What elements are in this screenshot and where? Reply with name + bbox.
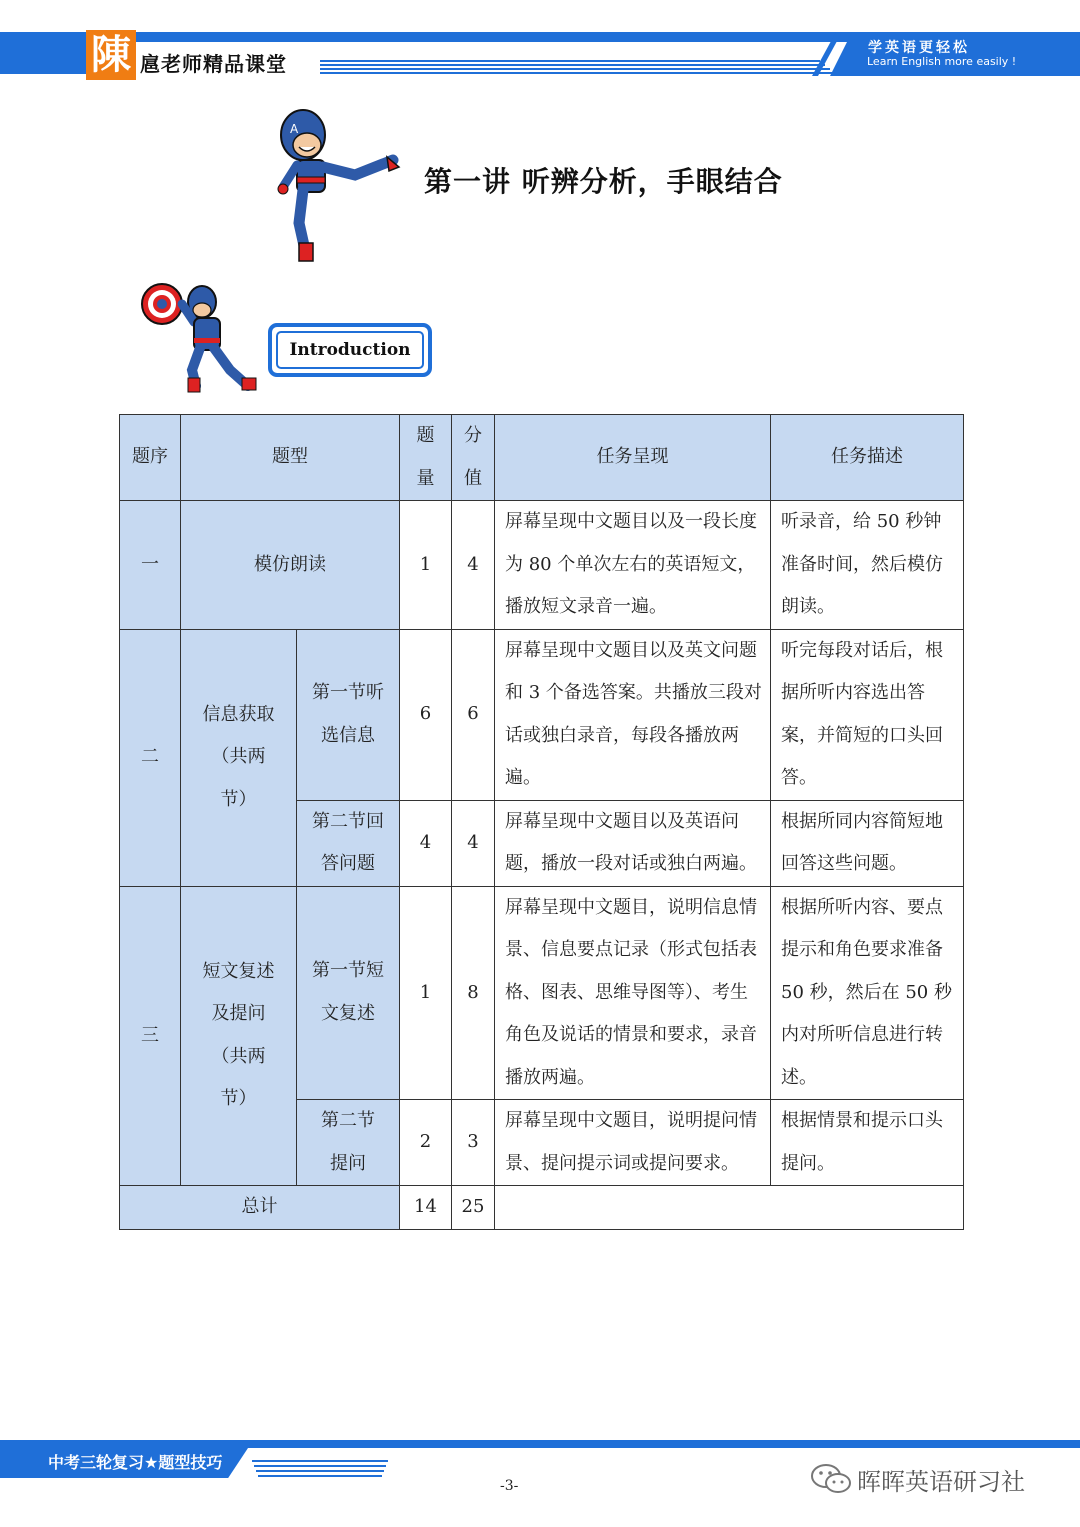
introduction-label: Introduction (276, 331, 424, 369)
row2-section1-count: 6 (400, 629, 452, 800)
shield-hero-illustration (138, 282, 268, 394)
row2-section1-name: 第一节听选信息 (297, 629, 400, 800)
row2-section2-desc: 根据所同内容简短地回答这些问题。 (771, 800, 964, 886)
row2-section2-name: 第二节回答问题 (297, 800, 400, 886)
table-row (120, 886, 964, 1100)
row3-section2-task: 屏幕呈现中文题目，说明提问情景、提问提示词或提问要求。 (495, 1100, 771, 1186)
header-bar-left (0, 42, 86, 74)
row2-section1-task: 屏幕呈现中文题目以及英文问题和 3 个备选答案。共播放三段对话或独白录音，每段各播放两遍。 (495, 629, 771, 800)
row2-section2-count: 4 (400, 800, 452, 886)
footer-stripe (258, 1475, 382, 1477)
row3-section1-task: 屏幕呈现中文题目，说明信息情景、信息要点记录（形式包括表格、图表、思维导图等）、考生角色及说话的情景和要求，录音播放两遍。 (495, 886, 771, 1100)
total-count: 14 (400, 1186, 452, 1230)
header-count: 题量 (400, 415, 452, 501)
row2-section2-score: 4 (452, 800, 495, 886)
footer-stripe (256, 1470, 384, 1472)
header-desc: 任务描述 (771, 415, 964, 501)
slogan-cn: 学英语更轻松 (868, 40, 970, 56)
row2-section2-task: 屏幕呈现中文题目以及英语问题，播放一段对话或独白两遍。 (495, 800, 771, 886)
row1-count: 1 (400, 501, 452, 630)
header-stripe (320, 68, 830, 70)
row2-type: 信息获取（共两节） (181, 629, 297, 886)
header-stripe (320, 72, 835, 74)
header-stripe (320, 60, 820, 62)
header-seq: 题序 (120, 415, 181, 501)
row3-section1-count: 1 (400, 886, 452, 1100)
table-row (120, 629, 964, 800)
total-label: 总计 (120, 1186, 400, 1230)
table-header-row (120, 415, 964, 501)
footer-course-label: 中考三轮复习★题型技巧 (48, 1453, 223, 1472)
page-number: -3- (500, 1478, 519, 1494)
row3-section2-desc: 根据情景和提示口头提问。 (771, 1100, 964, 1186)
row1-type: 模仿朗读 (181, 501, 400, 630)
slogan-en: Learn English more easily ! (867, 55, 1017, 68)
header-type: 题型 (181, 415, 400, 501)
row3-section1-score: 8 (452, 886, 495, 1100)
row1-task: 屏幕呈现中文题目以及一段长度为 80 个单次左右的英语短文，播放短文录音一遍。 (495, 501, 771, 630)
footer-bar (0, 1440, 1080, 1448)
row3-section2-score: 3 (452, 1100, 495, 1186)
row1-seq: 一 (120, 501, 181, 630)
row2-section1-desc: 听完每段对话后，根据所听内容选出答案，并简短的口头回答。 (771, 629, 964, 800)
account-watermark: 晖晖英语研习社 (857, 1468, 1025, 1496)
row1-desc: 听录音，给 50 秒钟准备时间，然后模仿朗读。 (771, 501, 964, 630)
brand-logo: 陳 (86, 30, 136, 80)
total-empty-cell (495, 1186, 964, 1230)
brand-name: 扈老师精品课堂 (140, 52, 287, 76)
introduction-label-box (268, 323, 432, 377)
row1-score: 4 (452, 501, 495, 630)
row3-section2-count: 2 (400, 1100, 452, 1186)
row3-seq: 三 (120, 886, 181, 1186)
header-stripe (320, 64, 825, 66)
row3-section1-name: 第一节短文复述 (297, 886, 400, 1100)
footer-stripe (254, 1465, 386, 1467)
row2-section1-score: 6 (452, 629, 495, 800)
header-task: 任务呈现 (495, 415, 771, 501)
row3-type: 短文复述及提问（共两节） (181, 886, 297, 1186)
footer-stripe (252, 1460, 388, 1462)
page-header (0, 0, 1080, 90)
table-row (120, 501, 964, 630)
exam-structure-table (119, 414, 964, 1230)
kicking-hero-illustration (275, 105, 405, 270)
row2-seq: 二 (120, 629, 181, 886)
header-score: 分值 (452, 415, 495, 501)
row3-section2-name: 第二节提问 (297, 1100, 400, 1186)
wechat-icon (810, 1462, 852, 1496)
table-total-row (120, 1186, 964, 1230)
row3-section1-desc: 根据所听内容、要点提示和角色要求准备 50 秒，然后在 50 秒内对所听信息进行转述。 (771, 886, 964, 1100)
svg-text:A: A (290, 122, 299, 136)
total-score: 25 (452, 1186, 495, 1230)
lecture-title: 第一讲 听辨分析，手眼结合 (424, 165, 783, 198)
